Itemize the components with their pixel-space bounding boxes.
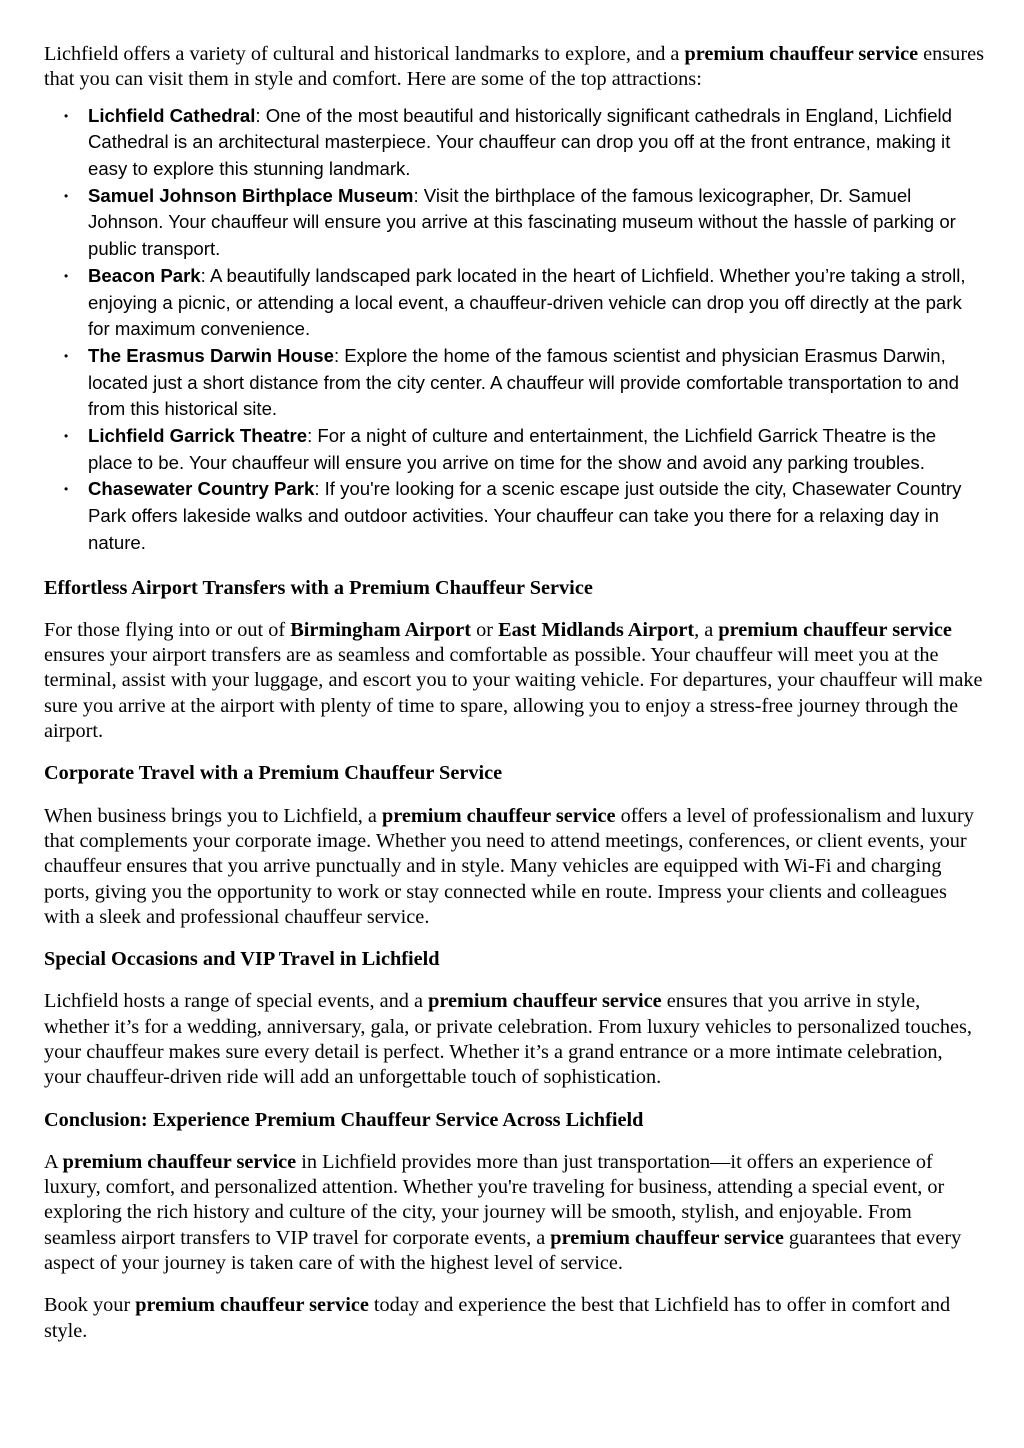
attraction-description: : For a night of culture and entertainment, the Lichfield Garrick Theatre is the place to be. Your chauffeur will ensure you arrive on time for the show and avoid any parking troubles. bbox=[88, 425, 937, 473]
attraction-description: : Explore the home of the famous scientist and physician Erasmus Darwin, located just a short distance from the city center. A chauffeur will provide comfortable transportation to and from this historical site. bbox=[88, 344, 959, 420]
attraction-name: Lichfield Cathedral bbox=[88, 104, 256, 126]
attraction-name: Lichfield Garrick Theatre bbox=[88, 425, 308, 447]
attraction-name: The Erasmus Darwin House bbox=[88, 344, 334, 366]
conclusion-heading: Conclusion: Experience Premium Chauffeur Service Across Lichfield bbox=[44, 1108, 644, 1131]
intro-text: Lichfield offers a variety of cultural and historical landmarks to explore, and a bbox=[44, 43, 685, 65]
bold-text: premium chauffeur service bbox=[428, 990, 662, 1013]
bold-text: Birmingham Airport bbox=[290, 618, 472, 641]
body-text: or bbox=[471, 618, 499, 641]
body-text: guarantees that every aspect of your journey is taken care of with the highest level of service. bbox=[44, 1226, 962, 1275]
body-text: ensures that you arrive in style, whether it’s for a wedding, anniversary, gala, or private celebration. From luxury vehicles to personalized touches, your chauffeur makes sure every detail is perfect. Whether it’s a grand entrance or a more intimate celebration, your chauffeur-driven ride will add an unforgettable touch of sophistication. bbox=[44, 990, 972, 1089]
bullet-icon: • bbox=[64, 268, 69, 283]
attraction-description: : If you're looking for a scenic escape just outside the city, Chasewater Country Park offers lakeside walks and outdoor activities. Your chauffeur can take you there for a relaxing day in nature. bbox=[88, 478, 962, 553]
body-text: For those flying into or out of bbox=[44, 618, 291, 641]
body-text: Book your bbox=[44, 1294, 136, 1317]
body-text: A bbox=[44, 1150, 63, 1173]
corporate-paragraph bbox=[44, 804, 984, 930]
bullet-icon: • bbox=[64, 108, 69, 123]
bold-text: premium chauffeur service bbox=[718, 618, 952, 641]
bullet-icon: • bbox=[64, 429, 69, 444]
bullet-icon: • bbox=[64, 348, 69, 363]
list-item bbox=[64, 423, 984, 476]
attraction-description: : Visit the birthplace of the famous lexicographer, Dr. Samuel Johnson. Your chauffeur will ensure you arrive at this fascinating museum without the hassle of parking or public transport. bbox=[88, 184, 956, 260]
corporate-heading: Corporate Travel with a Premium Chauffeur Service bbox=[44, 762, 503, 785]
attractions-list bbox=[44, 103, 984, 557]
special-heading: Special Occasions and VIP Travel in Lichfield bbox=[44, 948, 440, 971]
bullet-icon: • bbox=[64, 188, 69, 203]
body-text: , a bbox=[694, 618, 719, 641]
bold-text: premium chauffeur service bbox=[381, 804, 616, 827]
attraction-description: : A beautifully landscaped park located in the heart of Lichfield. Whether you’re taking a stroll, enjoying a picnic, or attending a local event, a chauffeur-driven vehicle can drop you off directly at the park for maximum convenience. bbox=[88, 264, 966, 340]
airport-paragraph bbox=[44, 618, 984, 744]
attraction-name: Samuel Johnson Birthplace Museum bbox=[88, 184, 414, 206]
list-item bbox=[64, 476, 984, 556]
bold-text: premium chauffeur service bbox=[550, 1226, 784, 1249]
list-item bbox=[64, 263, 984, 343]
attraction-name: Chasewater Country Park bbox=[88, 478, 315, 500]
attraction-description: : One of the most beautiful and historically significant cathedrals in England, Lichfield Cathedral is an architectural masterpiece. Your chauffeur can drop you off at the front entrance, making it easy to explore this stunning landmark. bbox=[88, 104, 953, 179]
bold-text: premium chauffeur service bbox=[62, 1150, 297, 1173]
list-item bbox=[64, 343, 984, 423]
intro-bold: premium chauffeur service bbox=[684, 43, 919, 65]
special-paragraph bbox=[44, 989, 984, 1090]
body-text: in Lichfield provides more than just transportation—it offers an experience of luxury, comfort, and personalized attention. Whether you're traveling for business, attending a special event, or exploring the rich history and culture of the city, your journey will be smooth, stylish, and enjoyable. From seamless airport transfers to VIP travel for corporate events, a bbox=[44, 1150, 945, 1249]
body-text: ensures your airport transfers are as seamless and comfortable as possible. Your chauffeur will meet you at the terminal, assist with your luggage, and escort you to your waiting vehicle. For departures, your chauffeur will make sure you arrive at the airport with plenty of time to spare, allowing you to enjoy a stress-free journey through the airport. bbox=[44, 644, 983, 743]
body-text: offers a level of professionalism and luxury that complements your corporate image. Whether you need to attend meetings, conferences, or client events, your chauffeur ensures that you arrive punctually and in style. Many vehicles are equipped with Wi-Fi and charging ports, giving you the opportunity to work or stay connected while en route. Impress your clients and colleagues with a sleek and professional chauffeur service. bbox=[44, 804, 974, 928]
bullet-icon: • bbox=[64, 482, 69, 497]
list-item bbox=[64, 103, 984, 183]
intro-paragraph bbox=[44, 42, 984, 93]
list-item bbox=[64, 183, 984, 263]
attraction-name: Beacon Park bbox=[88, 264, 201, 286]
body-text: Lichfield hosts a range of special events, and a bbox=[44, 990, 429, 1013]
intro-text: ensures that you can visit them in style and comfort. Here are some of the top attractions: bbox=[44, 43, 984, 91]
airport-heading: Effortless Airport Transfers with a Premium Chauffeur Service bbox=[44, 576, 593, 599]
body-text: When business brings you to Lichfield, a bbox=[44, 804, 382, 827]
bold-text: East Midlands Airport bbox=[498, 618, 695, 641]
body-text: today and experience the best that Lichfield has to offer in comfort and style. bbox=[44, 1294, 951, 1342]
booking-paragraph bbox=[44, 1293, 984, 1344]
conclusion-paragraph bbox=[44, 1150, 984, 1276]
bold-text: premium chauffeur service bbox=[135, 1294, 369, 1317]
